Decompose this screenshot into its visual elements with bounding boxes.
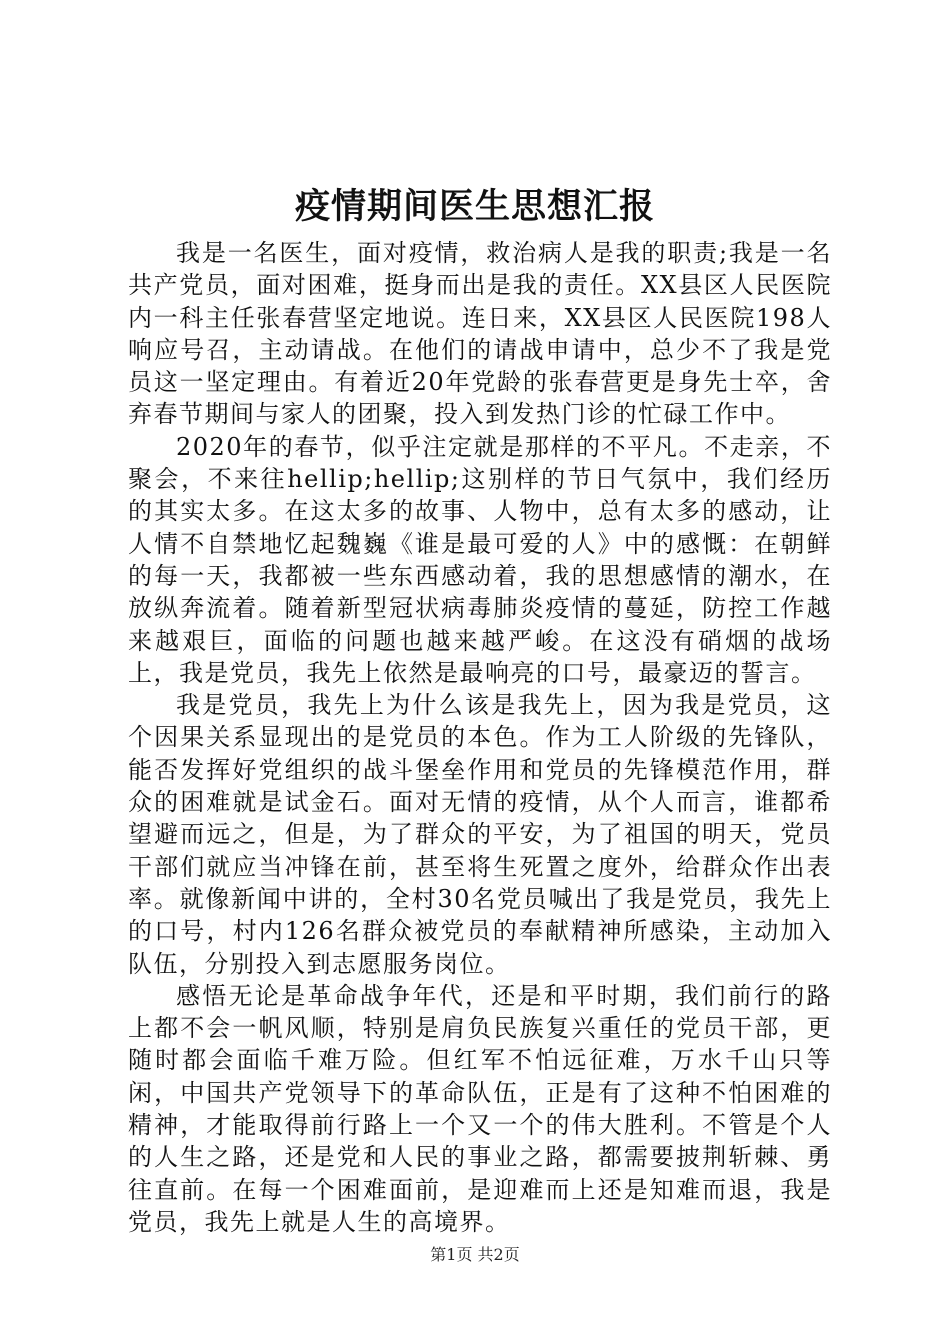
paragraph-4: 感悟无论是革命战争年代，还是和平时期，我们前行的路上都不会一帆风顺，特别是肩负民族复兴重任的党员干部，更随时都会面临千难万险。但红军不怕远征难，万水千山只等闲，中国共产党领导下的革命队伍，正是有了这种不怕困难的精神，才能取得前行路上一个又一个的伟大胜利。不管是个人的人生之路，还是党和人民的事业之路，都需要披荆斩棘、勇往直前。在每一个困难面前，是迎难而上还是知难而退，我是党员，我先上就是人生的高境界。 (128, 981, 832, 1236)
document-body (128, 237, 832, 1238)
page-title: 疫情期间医生思想汇报 (294, 186, 655, 227)
paragraph-1: 我是一名医生，面对疫情，救治病人是我的职责;我是一名共产党员，面对困难，挺身而出是我的责任。XX县区人民医院内一科主任张春营坚定地说。连日来，XX县区人民医院198人响应号召，主动请战。在他们的请战申请中，总少不了我是党员这一坚定理由。有着近20年党龄的张春营更是身先士卒，舍弃春节期间与家人的团聚，投入到发热门诊的忙碌工作中。 (128, 239, 832, 429)
paragraph-3: 我是党员，我先上为什么该是我先上，因为我是党员，这个因果关系显现出的是党员的本色。作为工人阶级的先锋队，能否发挥好党组织的战斗堡垒作用和党员的先锋模范作用，群众的困难就是试金石。面对无情的疫情，从个人而言，谁都希望避而远之，但是，为了群众的平安，为了祖国的明天，党员干部们就应当冲锋在前，甚至将生死置之度外，给群众作出表率。就像新闻中讲的，全村30名党员喊出了我是党员，我先上的口号，村内126名群众被党员的奉献精神所感染，主动加入队伍，分别投入到志愿服务岗位。 (128, 691, 832, 978)
paragraph-2: 2020年的春节，似乎注定就是那样的不平凡。不走亲，不聚会，不来往hellip;hellip;这别样的节日气氛中，我们经历的其实太多。在这太多的故事、人物中，总有太多的感动，让人情不自禁地忆起魏巍《谁是最可爱的人》中的感慨：在朝鲜的每一天，我都被一些东西感动着，我的思想感情的潮水，在放纵奔流着。随着新型冠状病毒肺炎疫情的蔓延，防控工作越来越艰巨，面临的问题也越来越严峻。在这没有硝烟的战场上，我是党员，我先上依然是最响亮的口号，最豪迈的誓言。 (128, 432, 832, 687)
page-number-footer: 第1页 共2页 (430, 1245, 520, 1264)
